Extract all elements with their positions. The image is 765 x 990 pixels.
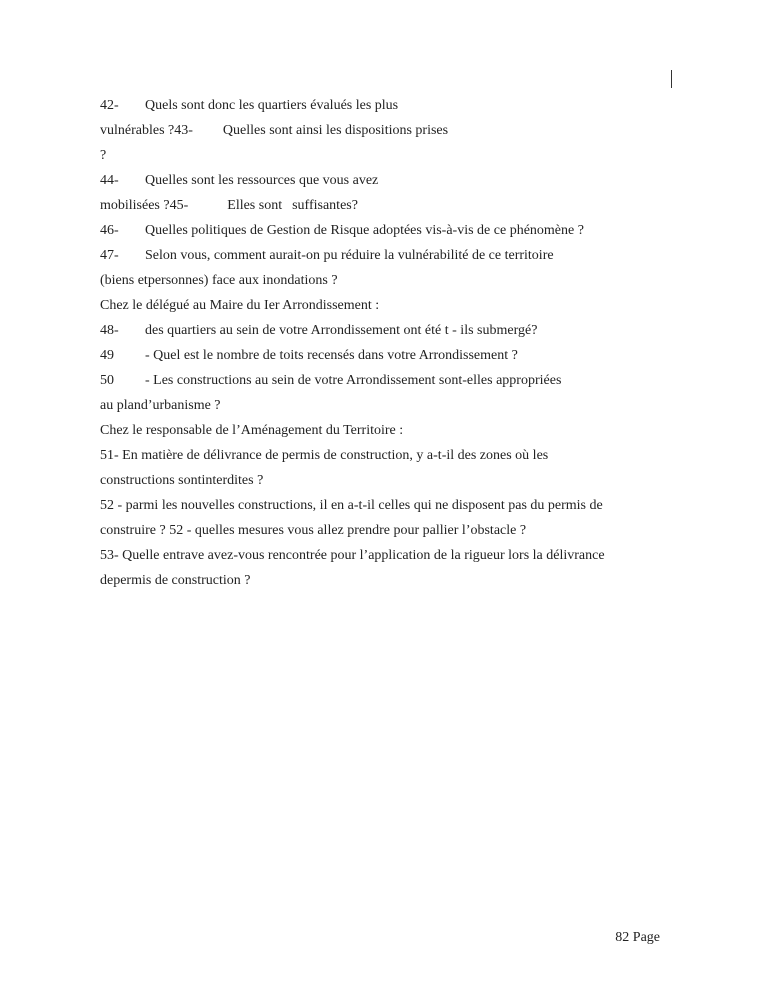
question-text: Quelles sont les ressources que vous avez	[145, 173, 379, 188]
question-text: suffisantes?	[292, 198, 358, 213]
question-number: 50	[100, 373, 114, 388]
question-text: 53- Quelle entrave avez-vous rencontrée pour l’application de la rigueur lors la délivrance	[100, 548, 605, 563]
line-q47	[100, 243, 660, 268]
question-text: Quels sont donc les quartiers évalués les plus	[145, 98, 399, 113]
question-text: - Quel est le nombre de toits recensés dans votre Arrondissement ?	[145, 348, 518, 363]
question-text: vulnérables ?43-	[100, 123, 193, 138]
question-text: 51- En matière de délivrance de permis de construction, y a-t-il des zones où les	[100, 448, 549, 463]
line-q49	[100, 343, 660, 368]
question-text: des quartiers au sein de votre Arrondissement ont été t - ils submergé?	[145, 323, 538, 338]
line-q46	[100, 218, 660, 243]
question-text: Quelles sont ainsi les dispositions prises	[222, 123, 449, 138]
line-q50	[100, 368, 660, 393]
line-q51	[100, 443, 660, 468]
page-number: 82 Page	[615, 930, 660, 945]
line-q47-cont	[100, 268, 660, 293]
section-heading-amenagement	[100, 418, 660, 443]
section-heading: Chez le délégué au Maire du Ier Arrondissement :	[100, 298, 380, 313]
line-q43-end	[100, 143, 660, 168]
line-q51-cont	[100, 468, 660, 493]
question-text: Selon vous, comment aurait-on pu réduire la vulnérabilité de ce territoire	[145, 248, 554, 263]
line-q42-q43	[100, 118, 660, 143]
question-text: 52 - parmi les nouvelles constructions, il en a-t-il celles qui ne disposent pas du permis de	[100, 498, 603, 513]
line-q44	[100, 168, 660, 193]
question-text: au pland’urbanisme ?	[100, 398, 221, 413]
question-number: 46-	[100, 223, 119, 238]
text-cursor	[671, 70, 672, 88]
section-heading: Chez le responsable de l’Aménagement du Territoire :	[100, 423, 404, 438]
question-number: 48-	[100, 323, 119, 338]
question-number: 49	[100, 348, 114, 363]
question-number: 42-	[100, 98, 119, 113]
question-number: 47-	[100, 248, 119, 263]
question-text: Elles	[227, 198, 256, 213]
line-q53-cont	[100, 568, 660, 593]
question-text: Quelles politiques de Gestion de Risque adoptées vis-à-vis de ce phénomène ?	[145, 223, 584, 238]
line-q50-cont	[100, 393, 660, 418]
section-heading-delegue	[100, 293, 660, 318]
question-text: ?	[100, 148, 107, 163]
question-text: construire ? 52 - quelles mesures vous allez prendre pour pallier l’obstacle ?	[100, 523, 527, 538]
line-q52-cont	[100, 518, 660, 543]
question-number: 44-	[100, 173, 119, 188]
question-text: constructions sontinterdites ?	[100, 473, 264, 488]
document-body	[100, 93, 660, 593]
line-q44-q45	[100, 193, 660, 218]
line-q42	[100, 93, 660, 118]
line-q52	[100, 493, 660, 518]
question-text: depermis de construction ?	[100, 573, 251, 588]
question-text: sont	[258, 198, 283, 213]
line-q48	[100, 318, 660, 343]
line-q53	[100, 543, 660, 568]
question-text: (biens etpersonnes) face aux inondations ?	[100, 273, 338, 288]
question-text: mobilisées ?45-	[100, 198, 189, 213]
question-text: - Les constructions au sein de votre Arrondissement sont-elles appropriées	[145, 373, 562, 388]
